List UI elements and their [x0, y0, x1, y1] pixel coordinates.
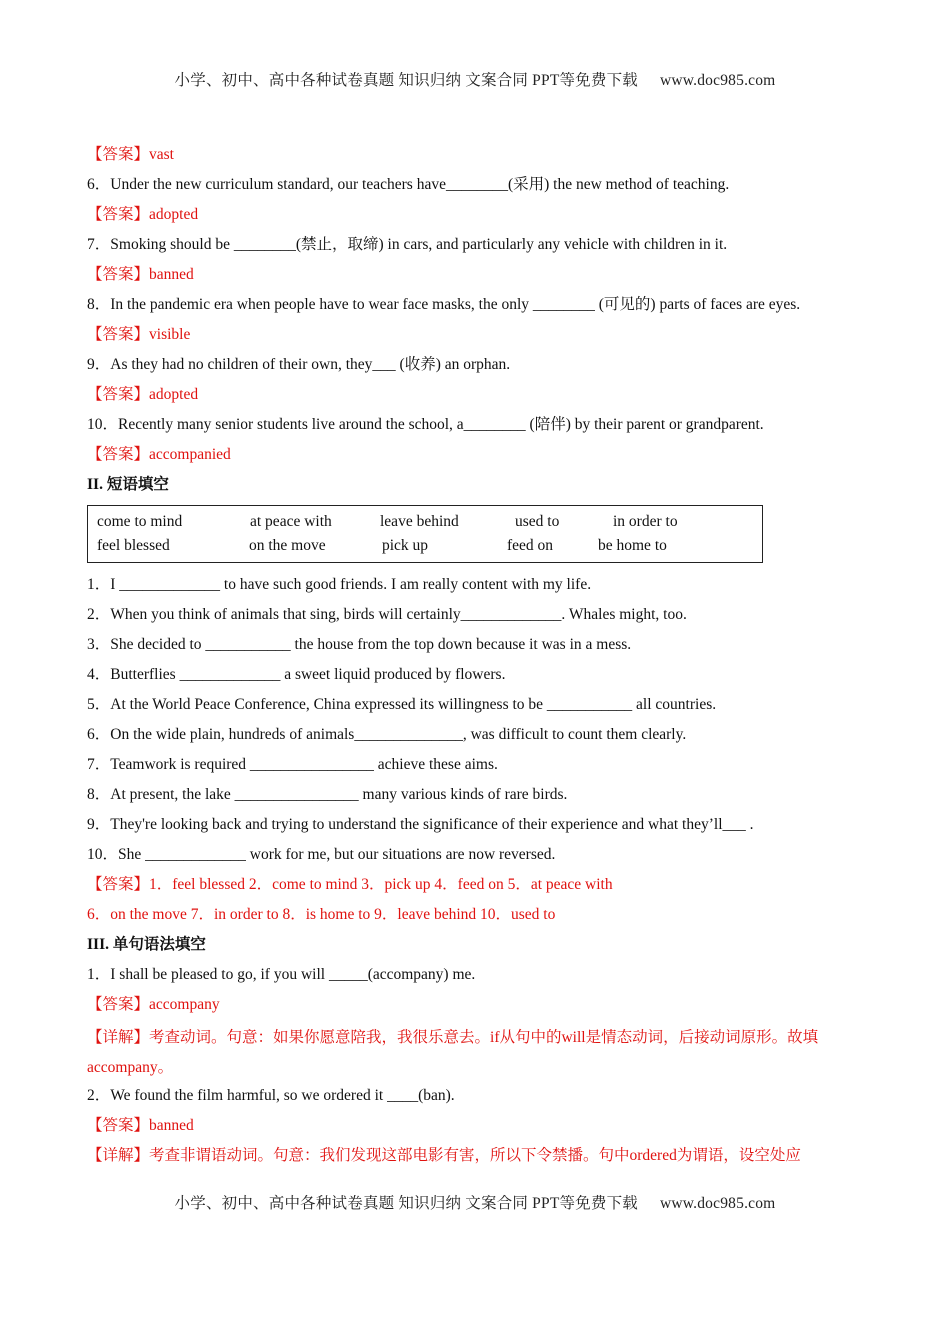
- answer-line: [87, 203, 877, 233]
- phrase-item: in order to: [613, 513, 678, 530]
- question-line: [87, 173, 877, 203]
- phrase-item: on the move: [249, 537, 326, 554]
- question-number: 9．: [87, 816, 111, 833]
- answer-label: 【答案】: [87, 386, 150, 403]
- answer-line: 6．on the move 7．in order to 8．is home to 9．leave behind 10．used to: [87, 906, 556, 923]
- phrase-item: used to: [515, 513, 560, 530]
- answer-text: visible: [149, 326, 191, 343]
- question-number: 1．: [87, 576, 111, 593]
- detail-label: 【详解】: [87, 1147, 150, 1164]
- question-text: She _____________ work for me, but our situations are now reversed.: [118, 846, 556, 863]
- question-line: [87, 603, 877, 633]
- answer-line: [87, 143, 877, 173]
- question-text: Teamwork is required ________________ achieve these aims.: [110, 756, 498, 773]
- answer-text: accompanied: [149, 446, 231, 463]
- answer-label: 【答案】: [87, 996, 150, 1013]
- detail-text: 考查非谓语动词。句意：我们发现这部电影有害，所以下令禁播。句中ordered为谓语，设空处应: [149, 1147, 801, 1164]
- answer-line: [87, 383, 877, 413]
- question-line: [87, 233, 877, 263]
- question-number: 3．: [87, 636, 111, 653]
- footer-url: www.doc985.com: [659, 1195, 776, 1212]
- question-number: 6．: [87, 176, 111, 193]
- footer-text: 小学、初中、高中各种试卷真题 知识归纳 文案合同 PPT等免费下载: [174, 1195, 638, 1212]
- answer-label: 【答案】: [87, 876, 150, 893]
- question-number: 9．: [87, 356, 111, 373]
- question-number: 2．: [87, 1087, 111, 1104]
- question-text: Smoking should be ________(禁止，取缔) in cars, and particularly any vehicle with children in it.: [110, 236, 728, 253]
- answer-text: accompany: [149, 996, 220, 1013]
- question-line: [87, 573, 877, 603]
- question-number: 2．: [87, 606, 111, 623]
- question-number: 7．: [87, 756, 111, 773]
- answer-line: [87, 993, 877, 1023]
- question-number: 5．: [87, 696, 111, 713]
- question-text: I shall be pleased to go, if you will _____(accompany) me.: [110, 966, 476, 983]
- question-line: [87, 633, 877, 663]
- answer-label: 【答案】: [87, 206, 150, 223]
- answer-text: banned: [149, 266, 194, 283]
- answer-label: 【答案】: [87, 266, 150, 283]
- question-line: [87, 723, 877, 753]
- answer-text: banned: [149, 1117, 194, 1134]
- answer-text: adopted: [149, 386, 199, 403]
- question-line: [87, 693, 877, 723]
- answer-label: 【答案】: [87, 446, 150, 463]
- detail-paragraph: [87, 1144, 877, 1174]
- question-text: Under the new curriculum standard, our teachers have________(采用) the new method of teaching.: [110, 176, 730, 193]
- phrase-item: pick up: [382, 537, 429, 554]
- phrase-item: leave behind: [380, 513, 459, 530]
- question-line: [87, 353, 877, 383]
- answer-line: [87, 873, 877, 903]
- question-number: 7．: [87, 236, 111, 253]
- question-text: At present, the lake ________________ many various kinds of rare birds.: [110, 786, 568, 803]
- phrase-item: come to mind: [97, 513, 183, 530]
- header-text: 小学、初中、高中各种试卷真题 知识归纳 文案合同 PPT等免费下载: [174, 72, 638, 89]
- phrase-item: be home to: [598, 537, 667, 554]
- phrase-box: [87, 505, 763, 563]
- question-line: [87, 293, 877, 323]
- answer-line: [87, 1114, 877, 1144]
- phrase-item: feed on: [507, 537, 554, 554]
- phrase-item: at peace with: [250, 513, 332, 530]
- page-header: [0, 68, 950, 90]
- question-line: [87, 663, 877, 693]
- answer-label: 【答案】: [87, 326, 150, 343]
- detail-paragraph: [87, 1023, 872, 1083]
- answer-text: adopted: [149, 206, 199, 223]
- answer-label: 【答案】: [87, 1117, 150, 1134]
- answer-line: [87, 443, 877, 473]
- question-number: 4．: [87, 666, 111, 683]
- question-line: [87, 963, 877, 993]
- question-text: In the pandemic era when people have to wear face masks, the only ________ (可见的) parts of faces are eyes.: [110, 296, 801, 313]
- question-text: As they had no children of their own, they___ (收养) an orphan.: [110, 356, 511, 373]
- phrase-item: feel blessed: [97, 537, 170, 554]
- question-line: [87, 843, 877, 873]
- question-number: 8．: [87, 786, 111, 803]
- detail-label: 【详解】: [87, 1029, 150, 1046]
- question-number: 10．: [87, 416, 119, 433]
- section-title: III. 单句语法填空: [87, 936, 206, 953]
- page-footer: [0, 1191, 950, 1213]
- question-text: When you think of animals that sing, birds will certainly_____________. Whales might, too.: [110, 606, 687, 623]
- question-text: On the wide plain, hundreds of animals______________, was difficult to count them clearly.: [110, 726, 687, 743]
- question-line: [87, 783, 877, 813]
- answer-text: 1．feel blessed 2．come to mind 3．pick up 4．feed on 5．at peace with: [149, 876, 613, 893]
- detail-text: 考查动词。句意：如果你愿意陪我，我很乐意去。if从句中的will是情态动词，后接动词原形。故填accompany。: [87, 1029, 819, 1076]
- question-text: They're looking back and trying to understand the significance of their experience and what they’ll___ .: [110, 816, 754, 833]
- question-text: She decided to ___________ the house from the top down because it was in a mess.: [110, 636, 632, 653]
- question-text: I _____________ to have such good friends. I am really content with my life.: [110, 576, 592, 593]
- question-line: [87, 753, 877, 783]
- question-text: Butterflies _____________ a sweet liquid produced by flowers.: [110, 666, 506, 683]
- answer-line: [87, 263, 877, 293]
- question-number: 1．: [87, 966, 111, 983]
- question-line: [87, 413, 877, 443]
- answer-text: vast: [149, 146, 174, 163]
- question-line: [87, 813, 877, 843]
- question-number: 8．: [87, 296, 111, 313]
- question-number: 6．: [87, 726, 111, 743]
- document-body: [87, 143, 877, 1174]
- question-line: [87, 1084, 877, 1114]
- question-text: We found the film harmful, so we ordered it ____(ban).: [110, 1087, 455, 1104]
- section-title: II. 短语填空: [87, 476, 169, 493]
- answer-label: 【答案】: [87, 146, 150, 163]
- question-text: Recently many senior students live around the school, a________ (陪伴) by their parent or grandparent.: [118, 416, 764, 433]
- header-url: www.doc985.com: [659, 72, 776, 89]
- question-text: At the World Peace Conference, China expressed its willingness to be ___________ all countries.: [110, 696, 717, 713]
- question-number: 10．: [87, 846, 119, 863]
- answer-line: [87, 323, 877, 353]
